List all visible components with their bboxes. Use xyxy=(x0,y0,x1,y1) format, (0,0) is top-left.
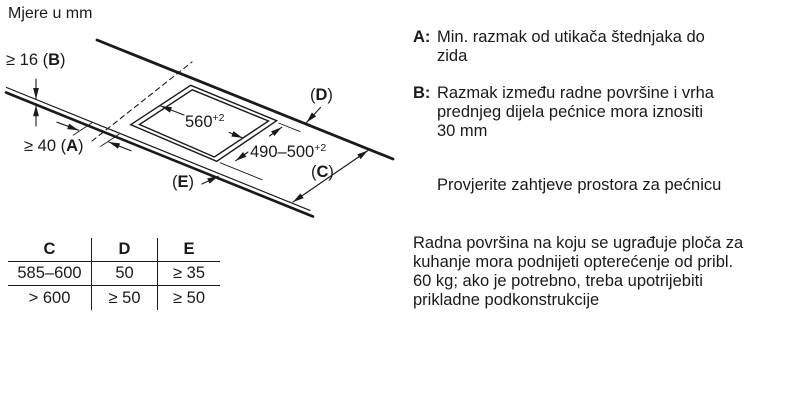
dimension-label-a: ≥ 40 (A) xyxy=(24,137,84,155)
dim-490-tolerance: +2 xyxy=(314,142,327,154)
dim-560-value: 560 xyxy=(185,113,213,131)
label-c: (C) xyxy=(311,163,334,181)
check-note: Provjerite zahtjeve prostora za pećnicu xyxy=(437,176,722,194)
dim-b-text: ≥ 16 ( xyxy=(6,51,49,69)
dim-490-arrow-upper xyxy=(270,127,282,136)
load-note-line: Radna površina na koju se ugrađuje ploča za xyxy=(413,234,744,252)
label-c-letter: C xyxy=(316,163,329,181)
dim-560-arrow-left xyxy=(161,106,184,115)
table-cell: 585–600 xyxy=(8,262,91,286)
note-item-a xyxy=(413,28,705,66)
table-cell: ≥ 50 xyxy=(157,286,220,310)
note-b-line: 30 mm xyxy=(437,122,488,140)
dim-a-letter: A xyxy=(66,137,78,155)
dimension-label-b: ≥ 16 (B) xyxy=(6,51,66,69)
dim-a-arrow-left xyxy=(57,122,79,130)
dim-490-value: 490–500 xyxy=(250,143,315,161)
load-note xyxy=(413,234,743,310)
label-e: (E) xyxy=(172,173,195,191)
worktop-back-edge-line xyxy=(97,40,393,159)
dim-a-text: ≥ 40 ( xyxy=(24,137,67,155)
table-cell: 50 xyxy=(91,262,157,286)
label-d: (D) xyxy=(310,86,333,104)
dim-560-arrow-right xyxy=(229,132,243,138)
dim-490-arrow-lower xyxy=(236,152,248,161)
note-item-b xyxy=(413,84,714,141)
clearance-table xyxy=(8,238,220,310)
dim-560-tolerance: +2 xyxy=(212,112,225,124)
table-cell: > 600 xyxy=(28,288,71,307)
table-cell: ≥ 50 xyxy=(91,286,157,310)
note-b-label: B: xyxy=(413,84,431,102)
table-header-d: D xyxy=(91,238,157,262)
note-a-line: zida xyxy=(437,47,468,65)
dimension-560 xyxy=(185,109,225,132)
load-note-line: prikladne podkonstrukcije xyxy=(413,291,600,309)
load-note-line: kuhanje mora podnijeti opterećenje od pribl. xyxy=(413,253,734,271)
diagram-title: Mjere u mm xyxy=(8,5,93,22)
dimension-490-500 xyxy=(250,139,326,162)
label-d-letter: D xyxy=(315,86,328,104)
note-b-line: Razmak između radne površine i vrha xyxy=(437,84,714,102)
load-note-line: 60 kg; ako je potrebno, treba upotrijebiti xyxy=(413,272,703,290)
note-b-line: prednjeg dijela pećnice mora iznositi xyxy=(437,103,703,121)
dim-b-letter: B xyxy=(48,51,60,69)
table-header-c: C xyxy=(8,238,91,262)
dim-a-arrow-right xyxy=(109,142,131,151)
label-e-arrow xyxy=(202,176,218,184)
label-e-letter: E xyxy=(177,173,189,191)
table-cell: ≥ 35 xyxy=(157,262,220,286)
label-d-arrow xyxy=(307,108,321,123)
note-a-label: A: xyxy=(413,28,431,46)
note-a-line: Min. razmak od utikača štednjaka do xyxy=(437,28,705,46)
table-header-e: E xyxy=(157,238,220,262)
